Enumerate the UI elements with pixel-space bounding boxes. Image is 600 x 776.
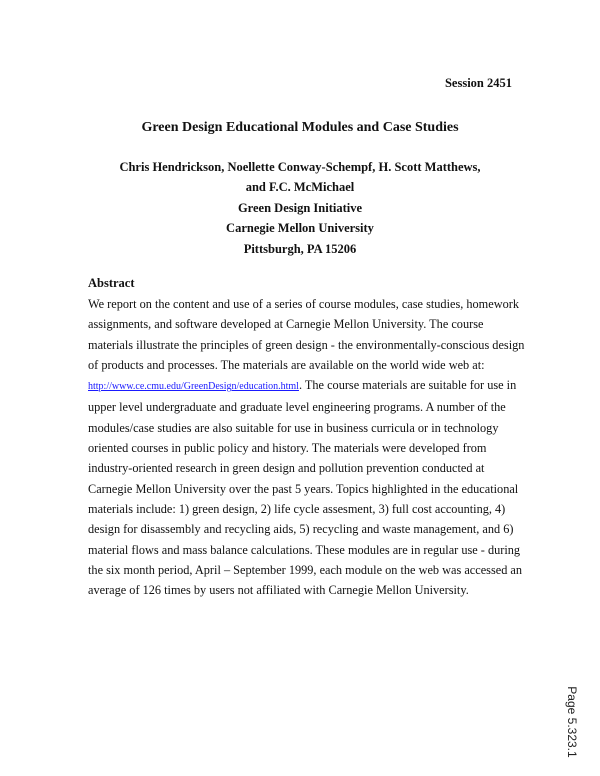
abstract-line: industry-oriented research in green design and pollution prevention conducted at xyxy=(88,461,485,476)
abstract-line-with-link xyxy=(88,375,524,397)
abstract-line: average of 126 times by users not affiliated with Carnegie Mellon University. xyxy=(88,583,469,598)
authors-line-1: Chris Hendrickson, Noellette Conway-Schempf, H. Scott Matthews, xyxy=(119,160,481,174)
paper-title: Green Design Educational Modules and Case Studies xyxy=(141,120,459,135)
abstract-line: materials include: 1) green design, 2) life cycle assesment, 3) full cost accounting, 4) xyxy=(88,501,506,516)
abstract-line: modules/case studies are also suitable for use in business curricula or in technology xyxy=(88,420,499,435)
affiliation-initiative: Green Design Initiative xyxy=(237,201,363,215)
abstract-line: assignments, and software developed at Carnegie Mellon University. The course xyxy=(88,317,484,332)
abstract-line-tail: . The course materials are suitable for use in xyxy=(298,378,517,393)
abstract-line: Carnegie Mellon University over the past 5 years. Topics highlighted in the educational xyxy=(88,481,519,496)
abstract-line: of products and processes. The materials are available on the world wide web at: xyxy=(88,357,485,372)
abstract-body xyxy=(88,294,524,600)
affiliation-university: Carnegie Mellon University xyxy=(226,221,374,235)
abstract-line: materials illustrate the principles of green design - the environmentally-conscious design xyxy=(88,337,525,352)
education-url-link[interactable]: http://www.ce.cmu.edu/GreenDesign/education.html xyxy=(88,381,299,393)
abstract-line: oriented courses in public policy and history. The materials were developed from xyxy=(88,441,487,456)
abstract-line: the six month period, April – September 1999, each module on the web was accessed an xyxy=(88,562,523,577)
abstract-line: We report on the content and use of a series of course modules, case studies, homework xyxy=(88,297,519,311)
affiliation-address: Pittsburgh, PA 15206 xyxy=(243,242,357,256)
abstract-heading: Abstract xyxy=(88,276,135,290)
abstract-line: material flows and mass balance calculations. These modules are in regular use - during xyxy=(88,542,521,557)
abstract-line: design for disassembly and recycling aids, 5) recycling and waste management, and 6) xyxy=(88,522,514,537)
authors-line-2: and F.C. McMichael xyxy=(245,180,355,194)
session-number: Session 2451 xyxy=(444,76,512,90)
page-number: Page 5.323.1 xyxy=(565,686,579,758)
abstract-line: upper level undergraduate and graduate level engineering programs. A number of the xyxy=(88,400,506,415)
